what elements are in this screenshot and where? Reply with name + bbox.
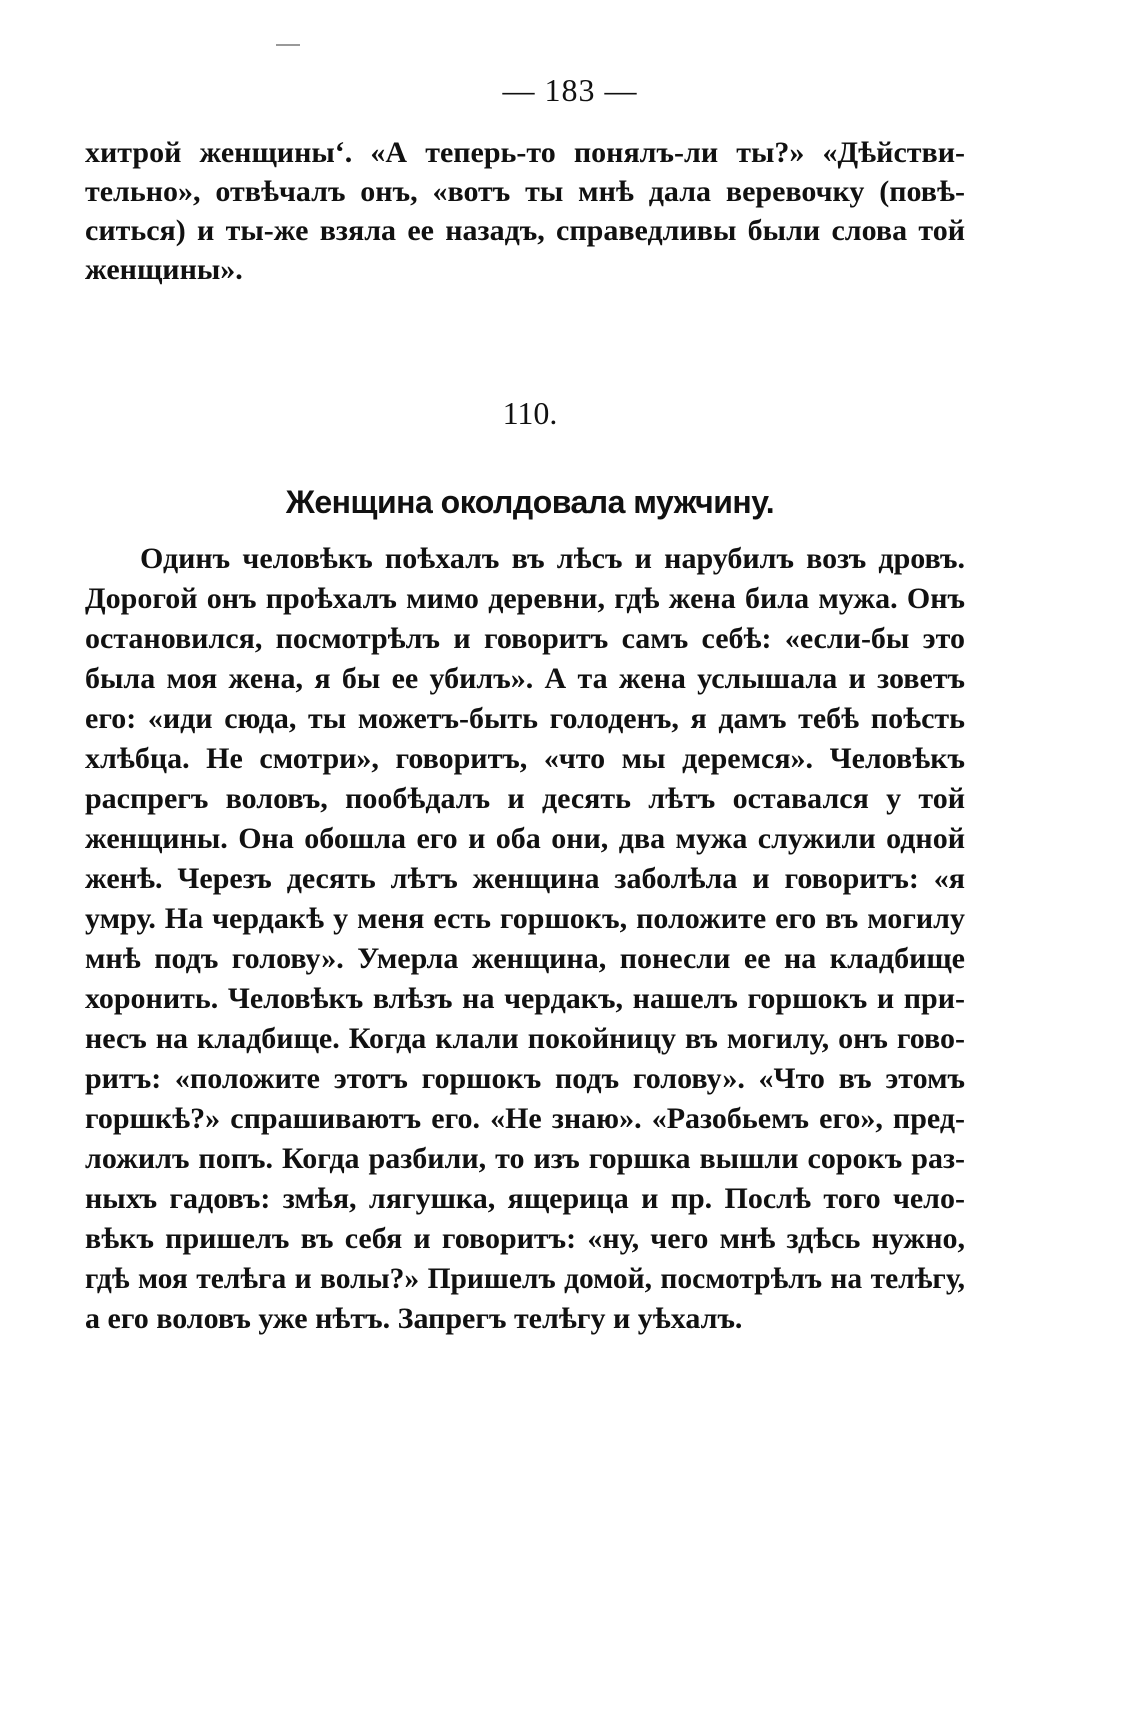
story-line: ложилъ попъ. Когда разбили, то изъ горшка вышли сорокъ раз- [85,1142,965,1175]
story-line: остановился, посмотрѣлъ и говоритъ самъ себѣ: «если-бы это [85,622,965,655]
story-line: Одинъ человѣкъ поѣхалъ въ лѣсъ и нарубилъ возъ дровъ. [140,542,965,575]
story-line: ныхъ гадовъ: змѣя, лягушка, ящерица и пр. Послѣ того чело- [85,1182,965,1215]
continuation-line: женщины». [85,253,243,286]
page-number: — 183 — [502,72,638,108]
story-line: женщины. Она обошла его и оба они, два мужа служили одной [85,822,965,855]
story-line: умру. На чердакѣ у меня есть горшокъ, положите его въ могилу [85,902,965,935]
story-line: вѣкъ пришелъ въ себя и говоритъ: «ну, чего мнѣ здѣсь нужно, [85,1222,965,1255]
story-line: его: «иди сюда, ты можетъ-быть голоденъ, я дамъ тебѣ поѣсть [85,702,965,735]
story-title: Женщина околдовала мужчину. [285,484,775,520]
continuation-line: ситься) и ты-же взяла ее назадъ, справедливы были слова той [85,214,965,247]
continuation-line: хитрой женщины‘. «А теперь-то понялъ-ли ты?» «Дѣйстви- [85,136,965,169]
story-line: гдѣ моя телѣга и волы?» Пришелъ домой, посмотрѣлъ на телѣгу, [85,1263,965,1295]
story-number: 110. [502,395,558,431]
story-line: хлѣбца. Не смотри», говоритъ, «что мы деремся». Человѣкъ [85,742,965,775]
story-line: была моя жена, я бы ее убилъ». А та жена услышала и зоветъ [85,662,965,695]
story-line: ритъ: «положите этотъ горшокъ подъ голову». «Что въ этомъ [85,1062,965,1095]
story-line: распрегъ воловъ, пообѣдалъ и десять лѣтъ оставался у той [85,782,965,815]
story-line: женѣ. Черезъ десять лѣтъ женщина заболѣла и говоритъ: «я [85,862,965,895]
story-line: горшкѣ?» спрашиваютъ его. «Не знаю». «Разобьемъ его», пред- [85,1102,965,1135]
story-line: хоронить. Человѣкъ влѣзъ на чердакъ, нашелъ горшокъ и при- [85,982,965,1015]
story-line: мнѣ подъ голову». Умерла женщина, понесли ее на кладбище [85,942,965,975]
continuation-line: тельно», отвѣчалъ онъ, «вотъ ты мнѣ дала веревочку (повѣ- [85,175,965,208]
story-line: несъ на кладбище. Когда клали покойницу въ могилу, онъ гово- [85,1022,965,1055]
story-line: Дорогой онъ проѣхалъ мимо деревни, гдѣ жена била мужа. Онъ [85,582,965,615]
story-line: а его воловъ уже нѣтъ. Запрегъ телѣгу и уѣхалъ. [85,1302,743,1335]
print-mark [276,44,300,46]
